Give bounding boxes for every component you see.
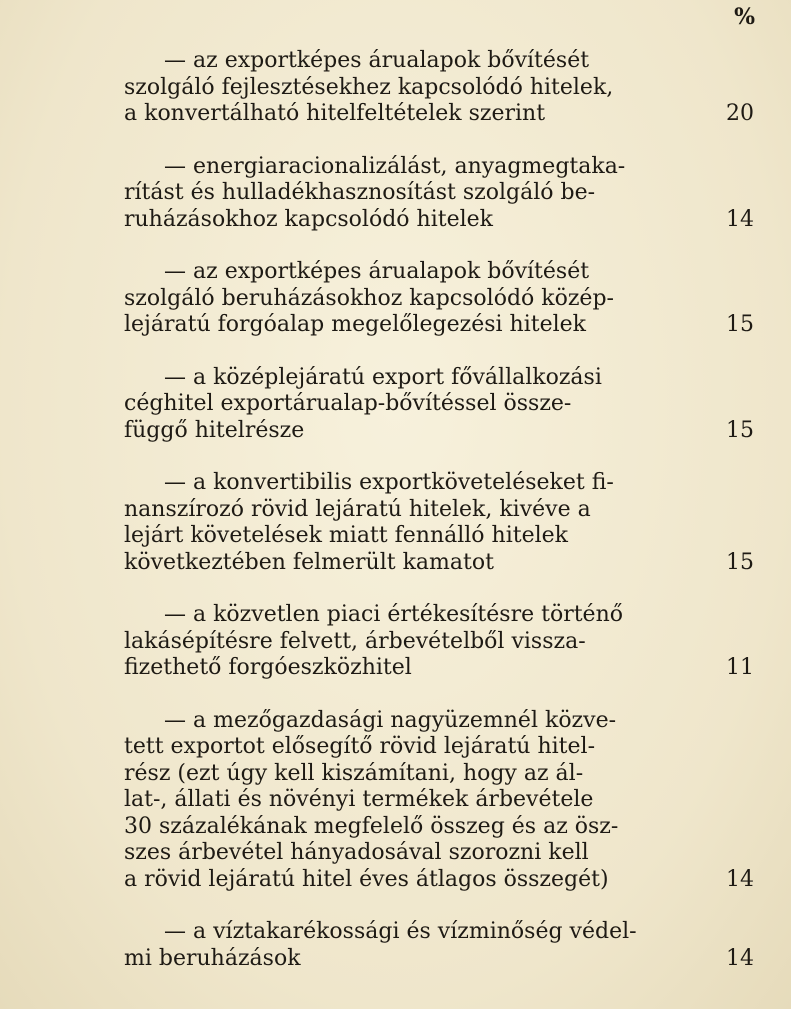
entry-value: 15 xyxy=(726,312,754,337)
entry-line xyxy=(124,840,754,867)
entry-value: 15 xyxy=(726,417,754,443)
entry-line xyxy=(124,787,754,814)
entry-line xyxy=(124,312,754,339)
entry-line xyxy=(124,259,754,286)
entry-line xyxy=(124,286,754,313)
entry-value: 14 xyxy=(726,866,754,892)
entry-line xyxy=(124,761,754,788)
entry-value: 14 xyxy=(726,945,754,971)
entry-list xyxy=(124,48,754,998)
entry-line-text: szolgáló fejlesztésekhez kapcsolódó hitelek, xyxy=(124,74,614,100)
entry-line-text: — a mezőgazdasági nagyüzemnél közve- xyxy=(164,707,617,733)
list-item xyxy=(124,708,754,894)
entry-value: 15 xyxy=(726,549,754,575)
entry-line xyxy=(124,207,754,234)
entry-line-text: — a konvertibilis exportköveteléseket fi- xyxy=(164,470,614,495)
entry-line-text: függő hitelrésze xyxy=(124,417,305,443)
list-item xyxy=(124,602,754,682)
entry-line-text: 30 százalékának megfelelő összeg és az ösz- xyxy=(124,813,619,839)
entry-line xyxy=(124,497,754,524)
entry-line-text: céghitel exportárualap-bővítéssel össze- xyxy=(124,391,572,416)
entry-value: 14 xyxy=(726,206,754,232)
list-item xyxy=(124,919,754,972)
entry-line xyxy=(124,523,754,550)
entry-line xyxy=(124,470,754,497)
entry-line xyxy=(124,734,754,761)
entry-line-text: — a középlejáratú export fővállalkozási xyxy=(164,364,602,390)
entry-line-text: következtében felmerült kamatot xyxy=(124,549,494,575)
entry-line-text: — a közvetlen piaci értékesítésre történő xyxy=(164,602,623,627)
entry-line-text: rítást és hulladékhasznosítást szolgáló be- xyxy=(124,180,596,205)
entry-line xyxy=(124,708,754,735)
unit-label: % xyxy=(734,4,755,30)
list-item xyxy=(124,259,754,339)
entry-line-text: fizethető forgóeszközhitel xyxy=(124,655,412,680)
entry-value: 11 xyxy=(726,655,754,680)
entry-line xyxy=(124,919,754,946)
entry-line xyxy=(124,655,754,682)
entry-line-text: lakásépítésre felvett, árbevételből vissza- xyxy=(124,628,586,654)
entry-line xyxy=(124,365,754,392)
entry-line-text: — az exportképes árualapok bővítését xyxy=(164,48,590,73)
list-item xyxy=(124,470,754,576)
entry-value: 20 xyxy=(726,101,754,126)
entry-line-text: nanszírozó rövid lejáratú hitelek, kivéve a xyxy=(124,496,591,522)
entry-line-text: a konvertálható hitelfeltételek szerint xyxy=(124,101,546,126)
entry-line-text: szes árbevétel hányadosával szorozni kell xyxy=(124,840,589,865)
entry-line-text: ruházásokhoz kapcsolódó hitelek xyxy=(124,206,493,232)
entry-line xyxy=(124,814,754,841)
entry-line-text: lejáratú forgóalap megelőlegezési hitelek xyxy=(124,312,587,337)
entry-line-text: — a víztakarékossági és vízminőség védel- xyxy=(164,919,637,944)
list-item xyxy=(124,365,754,445)
entry-line-text: tett exportot elősegítő rövid lejáratú hitel- xyxy=(124,734,596,759)
entry-line-text: mi beruházások xyxy=(124,945,301,971)
entry-line xyxy=(124,48,754,75)
entry-line xyxy=(124,867,754,894)
entry-line xyxy=(124,75,754,102)
entry-line xyxy=(124,391,754,418)
list-item xyxy=(124,48,754,128)
entry-line-text: szolgáló beruházásokhoz kapcsolódó közép- xyxy=(124,285,614,311)
list-item xyxy=(124,154,754,234)
entry-line xyxy=(124,154,754,181)
entry-line-text: a rövid lejáratú hitel éves átlagos összegét) xyxy=(124,866,609,892)
entry-line xyxy=(124,180,754,207)
entry-line xyxy=(124,629,754,656)
entry-line-text: lat-, állati és növényi termékek árbevétele xyxy=(124,787,594,812)
entry-line-text: rész (ezt úgy kell kiszámítani, hogy az ál- xyxy=(124,760,584,786)
entry-line-text: lejárt követelések miatt fennálló hitelek xyxy=(124,523,568,548)
entry-line xyxy=(124,101,754,128)
entry-line-text: — energiaracionalizálást, anyagmegtaka- xyxy=(164,153,626,179)
entry-line-text: — az exportképes árualapok bővítését xyxy=(164,259,590,284)
entry-line xyxy=(124,550,754,577)
entry-line xyxy=(124,946,754,973)
entry-line xyxy=(124,418,754,445)
entry-line xyxy=(124,602,754,629)
